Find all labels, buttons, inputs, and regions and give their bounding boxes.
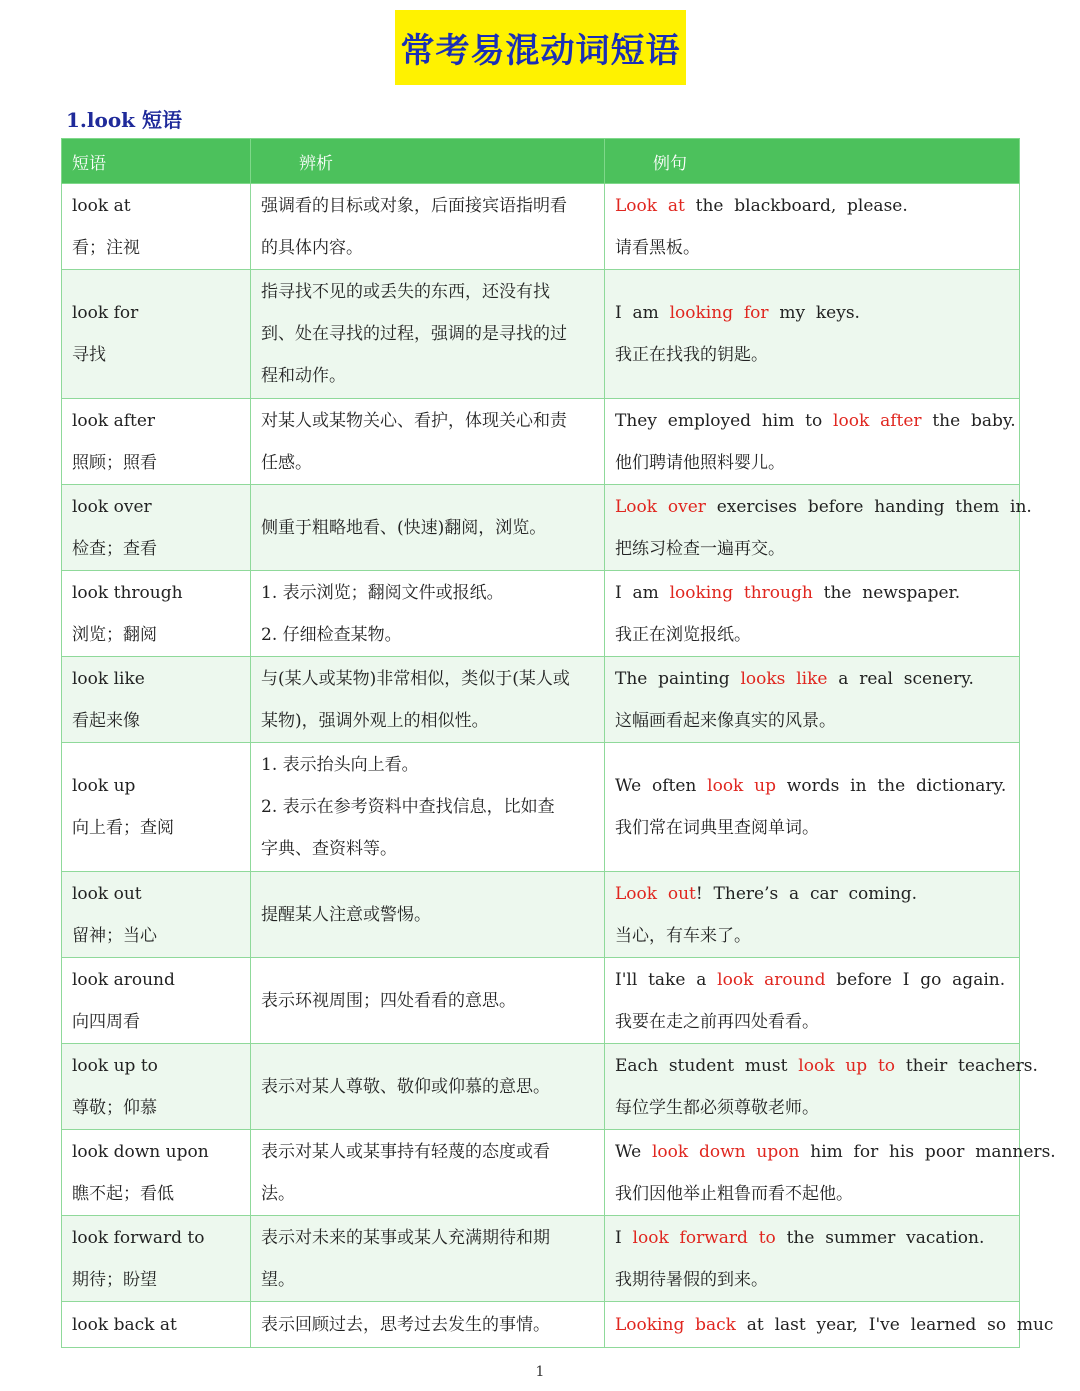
analysis-line: 提醒某人注意或警惕。 (261, 904, 431, 925)
example-text: the baby. (921, 410, 1016, 431)
example-cell (605, 184, 1020, 270)
page-title: 常考易混动词短语 (395, 10, 686, 85)
phrase-cell (62, 270, 251, 399)
example-cell (605, 1216, 1020, 1302)
phrase-meaning: 尊敬；仰慕 (72, 1097, 157, 1118)
header-phrase: 短语 (62, 139, 251, 184)
highlighted-phrase: Look out (615, 883, 696, 904)
example-sentence (615, 185, 1009, 227)
highlighted-phrase: look down upon (651, 1141, 800, 1162)
analysis-line: 的具体内容。 (261, 237, 363, 258)
example-cell (605, 399, 1020, 485)
analysis-cell (251, 571, 605, 657)
example-cell (605, 872, 1020, 958)
analysis-line: 到、处在寻找的过程，强调的是寻找的过 (261, 324, 567, 344)
phrase-text: look for (72, 303, 139, 323)
phrase-cell (62, 1044, 251, 1130)
example-text: him for his poor manners. (799, 1141, 1056, 1162)
table-row (62, 1302, 1020, 1348)
analysis-line: 与(某人或某物)非常相似，类似于(某人或 (261, 668, 570, 689)
analysis-cell (251, 872, 605, 958)
analysis-line: 2. 仔细检查某物。 (261, 624, 402, 645)
analysis-line: 表示对某人尊敬、敬仰或仰慕的意思。 (261, 1076, 550, 1097)
example-cell (605, 1302, 1054, 1348)
phrase-cell (62, 571, 251, 657)
page-number: 1 (535, 1364, 545, 1380)
analysis-line: 表示对未来的某事或某人充满期待和期 (261, 1227, 550, 1248)
analysis-line: 2. 表示在参考资料中查找信息，比如查 (261, 797, 555, 817)
phrase-text: look over (72, 496, 152, 517)
example-text: I am (615, 582, 670, 603)
phrase-text: look up to (72, 1055, 158, 1076)
analysis-line: 表示环视周围；四处看看的意思。 (261, 990, 516, 1011)
example-text: They employed him to (615, 410, 834, 431)
example-text: I am (615, 303, 670, 323)
example-text: We often (615, 776, 708, 796)
analysis-cell (251, 1044, 605, 1130)
highlighted-phrase: Look at (615, 195, 685, 216)
example-text: Each student must (615, 1055, 799, 1076)
example-text: my keys. (768, 303, 860, 323)
phrase-text: look back at (72, 1314, 177, 1335)
example-text: I'll take a (615, 969, 718, 990)
example-text: words in the dictionary. (776, 776, 1007, 796)
example-sentence (615, 486, 1032, 528)
example-translation: 我要在走之前再四处看看。 (615, 1011, 819, 1032)
phrase-meaning: 瞧不起；看低 (72, 1183, 174, 1204)
header-analysis: 辨析 (251, 139, 605, 184)
phrase-meaning: 向上看；查阅 (72, 818, 174, 838)
table-row (62, 399, 1020, 485)
phrase-cell (62, 872, 251, 958)
example-cell (605, 657, 1020, 743)
phrase-cell (62, 958, 251, 1044)
example-cell (605, 1130, 1056, 1216)
analysis-line: 某物)，强调外观上的相似性。 (261, 710, 489, 731)
phrase-cell (62, 1216, 251, 1302)
phrase-text: look down upon (72, 1141, 209, 1162)
example-sentence (615, 765, 1009, 807)
highlighted-phrase: look forward to (632, 1227, 776, 1248)
example-cell (605, 743, 1020, 872)
example-sentence (615, 1045, 1038, 1087)
phrase-text: look at (72, 195, 131, 216)
highlighted-phrase: Looking back (615, 1314, 736, 1335)
example-translation: 他们聘请他照料婴儿。 (615, 452, 785, 473)
example-translation: 把练习检查一遍再交。 (615, 538, 785, 559)
analysis-cell (251, 1302, 605, 1348)
example-text: exercises before handing them in. (705, 496, 1032, 517)
example-text: a real scenery. (827, 668, 974, 689)
phrase-cell (62, 1130, 251, 1216)
example-sentence (615, 292, 1009, 334)
analysis-line: 表示对某人或某事持有轻蔑的态度或看 (261, 1141, 550, 1162)
phrase-meaning: 看起来像 (72, 710, 140, 731)
highlighted-phrase: looking through (669, 582, 813, 603)
phrase-text: look like (72, 668, 145, 689)
table-row (62, 1216, 1020, 1302)
example-cell (605, 958, 1020, 1044)
example-text: The painting (615, 668, 741, 689)
analysis-cell (251, 1130, 605, 1216)
example-sentence (615, 873, 1009, 915)
example-text: the newspaper. (812, 582, 961, 603)
phrase-cell (62, 1302, 251, 1348)
highlighted-phrase: look up to (798, 1055, 896, 1076)
example-cell (605, 571, 1020, 657)
highlighted-phrase: look up (707, 776, 776, 796)
highlighted-phrase: look around (717, 969, 826, 990)
analysis-line: 强调看的目标或对象，后面接宾语指明看 (261, 195, 567, 216)
example-text: at last year, I've learned so muc (735, 1314, 1054, 1335)
analysis-line: 表示回顾过去，思考过去发生的事情。 (261, 1314, 550, 1335)
analysis-cell (251, 657, 605, 743)
analysis-cell (251, 1216, 605, 1302)
example-translation: 我们常在词典里查阅单词。 (615, 818, 819, 838)
phrase-cell (62, 184, 251, 270)
example-text: ! There’s a car coming. (695, 883, 918, 904)
example-cell (605, 1044, 1038, 1130)
header-example: 例句 (605, 139, 1020, 184)
table-row (62, 872, 1020, 958)
example-sentence (615, 1131, 1056, 1173)
example-translation: 这幅画看起来像真实的风景。 (615, 710, 836, 731)
phrase-text: look out (72, 883, 142, 904)
analysis-cell (251, 958, 605, 1044)
table-row (62, 270, 1020, 399)
section-heading: 1.look 短语 (66, 108, 182, 132)
example-sentence (615, 400, 1016, 442)
phrase-text: look up (72, 776, 136, 796)
analysis-line: 任感。 (261, 452, 312, 473)
phrase-text: look forward to (72, 1227, 205, 1248)
phrase-meaning: 检查；查看 (72, 538, 157, 559)
highlighted-phrase: looks like (740, 668, 828, 689)
analysis-line: 指寻找不见的或丢失的东西，还没有找 (261, 282, 550, 302)
example-translation: 我们因他举止粗鲁而看不起他。 (615, 1183, 853, 1204)
phrase-meaning: 看；注视 (72, 237, 140, 258)
analysis-line: 1. 表示浏览；翻阅文件或报纸。 (261, 582, 504, 603)
example-text: We (615, 1141, 652, 1162)
highlighted-phrase: looking for (669, 303, 769, 323)
example-sentence (615, 959, 1009, 1001)
phrase-cell (62, 743, 251, 872)
table-row (62, 571, 1020, 657)
phrase-meaning: 照顾；照看 (72, 452, 157, 473)
phrase-text: look around (72, 969, 175, 990)
analysis-line: 对某人或某物关心、看护，体现关心和责 (261, 410, 567, 431)
table-row (62, 743, 1020, 872)
example-translation: 请看黑板。 (615, 237, 700, 258)
example-sentence (615, 658, 1009, 700)
example-translation: 我正在找我的钥匙。 (615, 345, 768, 365)
example-text: the blackboard, please. (684, 195, 908, 216)
phrase-text: look after (72, 410, 156, 431)
analysis-line: 程和动作。 (261, 366, 346, 386)
example-translation: 当心，有车来了。 (615, 925, 751, 946)
example-cell (605, 270, 1020, 399)
phrase-meaning: 向四周看 (72, 1011, 140, 1032)
highlighted-phrase: look after (833, 410, 922, 431)
phrase-cell (62, 485, 251, 571)
table-row (62, 1044, 1020, 1130)
phrase-table (61, 138, 1056, 1348)
example-text: before I go again. (825, 969, 1006, 990)
table-row (62, 485, 1020, 571)
analysis-cell (251, 270, 605, 399)
analysis-line: 1. 表示抬头向上看。 (261, 755, 419, 775)
example-sentence (615, 1304, 1054, 1346)
table-row (62, 958, 1020, 1044)
example-cell (605, 485, 1032, 571)
table-row (62, 184, 1020, 270)
analysis-line: 法。 (261, 1183, 295, 1204)
example-text: the summer vacation. (775, 1227, 985, 1248)
table-row (62, 1130, 1020, 1216)
example-text: their teachers. (895, 1055, 1038, 1076)
example-sentence (615, 1217, 1009, 1259)
analysis-line: 字典、查资料等。 (261, 839, 397, 859)
analysis-cell (251, 399, 605, 485)
phrase-meaning: 浏览；翻阅 (72, 624, 157, 645)
example-translation: 每位学生都必须尊敬老师。 (615, 1097, 819, 1118)
phrase-meaning: 期待；盼望 (72, 1269, 157, 1290)
phrase-cell (62, 657, 251, 743)
analysis-cell (251, 743, 605, 872)
table-row (62, 657, 1020, 743)
phrase-meaning: 寻找 (72, 345, 106, 365)
phrase-text: look through (72, 582, 183, 603)
example-translation: 我正在浏览报纸。 (615, 624, 751, 645)
phrase-cell (62, 399, 251, 485)
analysis-line: 侧重于粗略地看、(快速)翻阅，浏览。 (261, 517, 547, 538)
example-text: I (615, 1227, 633, 1248)
example-translation: 我期待暑假的到来。 (615, 1269, 768, 1290)
example-sentence (615, 572, 1009, 614)
analysis-cell (251, 485, 605, 571)
table-header-row (62, 139, 1020, 184)
highlighted-phrase: Look over (615, 496, 706, 517)
analysis-cell (251, 184, 605, 270)
phrase-meaning: 留神；当心 (72, 925, 157, 946)
analysis-line: 望。 (261, 1269, 295, 1290)
